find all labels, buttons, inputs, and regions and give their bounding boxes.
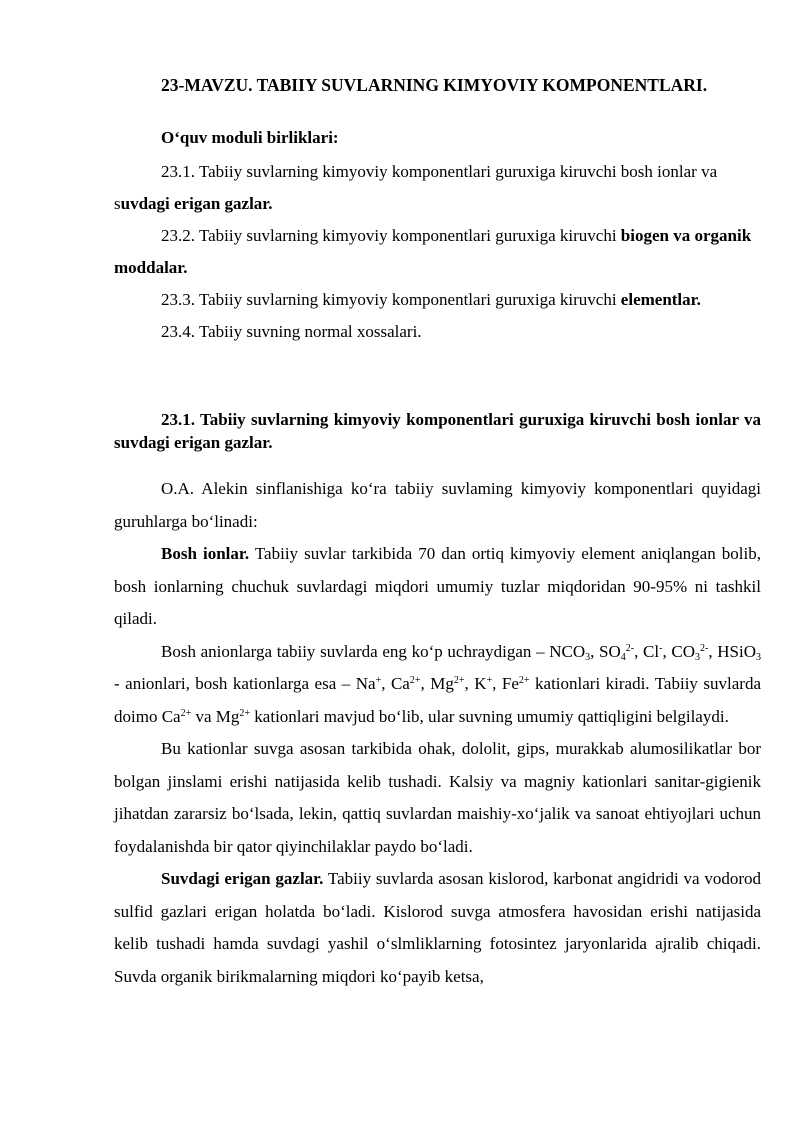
superscript: 2- (700, 642, 709, 654)
module-item (114, 220, 761, 284)
superscript: 2+ (180, 707, 192, 719)
module-item-text: 23.1. Tabiiy suvlarning kimyoviy komponentlari guruxiga kiruvchi bosh ionlar va s (114, 162, 718, 213)
superscript: 2+ (453, 675, 465, 686)
subscript: 3 (756, 651, 761, 663)
superscript: 2+ (409, 675, 421, 686)
module-item-text: 23.4. Tabiiy suvning normal xossalari. (161, 322, 422, 341)
superscript: + (486, 675, 493, 686)
anions-text: , Cl (634, 641, 660, 661)
section-heading: 23.1. Tabiiy suvlarning kimyoviy komponentlari guruxiga kiruvchi bosh ionlar va suvdagi erigan gazlar. (114, 410, 761, 452)
gases-text: Tabiiy suvlarda asosan kislorod, karbonat angidridi va vodorod sulfid gazlari erigan holatda bo‘ladi. Kislorod suvga atmosfera havosidan erishi natijasida kelib tushadi hamda suvdagi yashil o‘slmliklarning fotosintez jaryonlarida ajralib chiqadi. Suvda organik birikmalarning miqdori ko‘payib ketsa, (114, 869, 761, 986)
anions-text: , SO (590, 641, 621, 661)
superscript: + (375, 675, 382, 686)
subscript: 3 (695, 651, 700, 663)
body-text (114, 473, 761, 993)
anions-text: - anionlari, bosh kationlarga esa – Na (114, 674, 376, 693)
page-title: 23-MAVZU. TABIIY SUVLARNING KIMYOVIY KOMPONENTLARI. (161, 75, 708, 95)
anions-text: , K (464, 674, 487, 693)
bosh-ionlar-term: Bosh ionlar. (161, 544, 250, 563)
module-item-text: 23.3. Tabiiy suvlarning kimyoviy komponentlari guruxiga kiruvchi (161, 290, 621, 309)
module-list (114, 156, 761, 348)
superscript: 2+ (518, 675, 530, 686)
modules-heading: O‘quv moduli birliklari: (161, 128, 339, 147)
anions-text: , CO (662, 641, 695, 661)
anions-text: kationlari mavjud bo‘lib, ular suvning umumiy qattiqligini belgilaydi. (250, 706, 729, 726)
anions-text: Bosh anionlarga tabiiy suvlarda eng ko‘p uchraydigan – NCO (161, 641, 586, 661)
module-item-bold: biogen va organik moddalar. (114, 226, 752, 277)
gases-paragraph (114, 863, 761, 993)
module-item-text: 23.2. Tabiiy suvlarning kimyoviy komponentlari guruxiga kiruvchi (161, 226, 621, 245)
superscript: 2- (625, 642, 635, 654)
anions-text: , HSiO (708, 641, 756, 661)
subscript: 4 (620, 651, 626, 663)
module-item (114, 284, 761, 316)
superscript: - (659, 642, 663, 654)
gases-term: Suvdagi erigan gazlar. (161, 869, 324, 888)
intro-paragraph: O.A. Alekin sinflanishiga ko‘ra tabiiy suvlaming kimyoviy komponentlari quyidagi guruhlarga bo‘linadi: (114, 479, 761, 531)
module-item-bold: elementlar. (620, 290, 701, 309)
superscript: 2+ (239, 707, 251, 719)
module-item (114, 316, 761, 348)
anions-text: va Mg (191, 706, 240, 726)
bosh-ionlar-paragraph (114, 538, 761, 636)
anions-text: , Fe (492, 674, 519, 693)
anions-text: , Mg (420, 674, 454, 693)
cations-paragraph: Bu kationlar suvga asosan tarkibida ohak, dololit, gips, murakkab alumosilikatlar bor bolgan jinslami erishi natijasida kelib tushadi. Kalsiy va magniy kationlari sanitar-gigienik jihatdan zararsiz bo‘lsada, lekin, qattiq suvlardan maishiy-xo‘jalik va sanoat ehtiyojlari uchun foydalanishda bir qator qiyinchilaklar paydo bo‘ladi. (114, 739, 761, 856)
subscript: 3 (585, 651, 591, 663)
anions-paragraph (114, 636, 761, 734)
anions-text: , Ca (381, 674, 410, 693)
module-item (114, 156, 761, 220)
module-item-bold: uvdagi erigan gazlar. (120, 194, 273, 213)
anions-text: kationlari kiradi. Tabiiy suvlarda doimo Ca (114, 674, 762, 726)
bosh-ionlar-text: Tabiiy suvlar tarkibida 70 dan ortiq kimyoviy element aniqlangan bolib, bosh ionlarning chuchuk suvlardagi miqdori umumiy tuzlar miqdoridan 90-95% ni tashkil qiladi. (114, 544, 761, 628)
